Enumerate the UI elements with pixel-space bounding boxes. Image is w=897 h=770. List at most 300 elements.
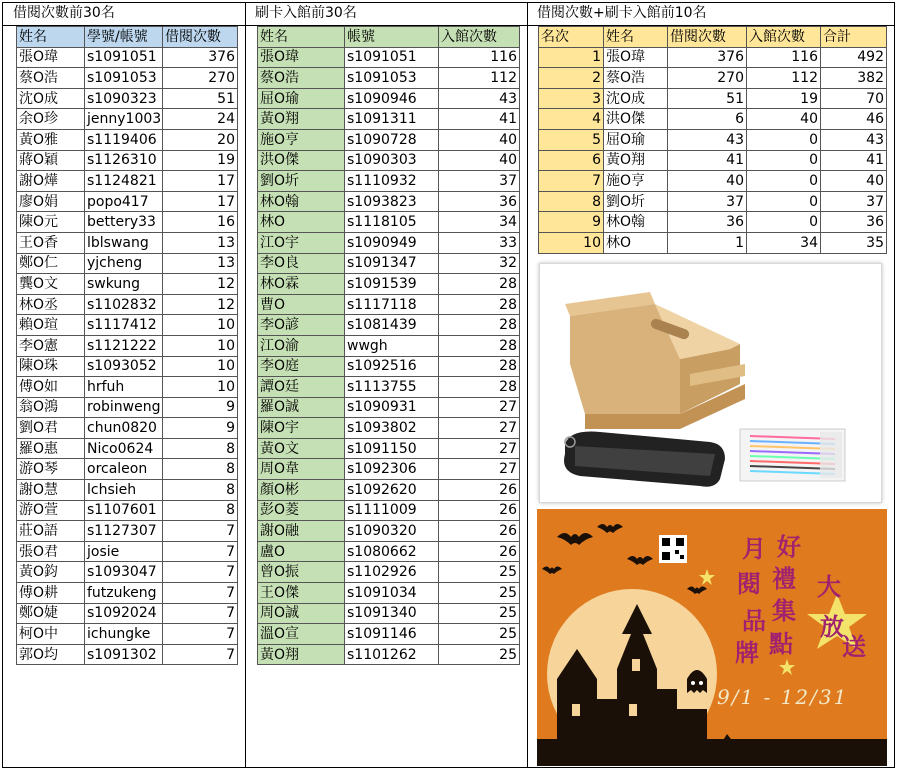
borrow-cell: yjcheng bbox=[85, 253, 163, 274]
combined-cell: 張O瑋 bbox=[604, 47, 668, 68]
entry-table-row bbox=[258, 562, 520, 583]
entry-table-row bbox=[258, 68, 520, 89]
entry-cell: 28 bbox=[439, 356, 520, 377]
poster-char: 點 bbox=[769, 629, 793, 658]
combined-cell: 376 bbox=[668, 47, 747, 68]
event-poster bbox=[537, 509, 887, 766]
entry-cell: 周O誠 bbox=[258, 603, 345, 624]
entry-cell: 羅O誠 bbox=[258, 397, 345, 418]
entry-ranking-table bbox=[257, 26, 520, 665]
borrow-cell: 劉O君 bbox=[17, 418, 85, 439]
borrow-cell: 13 bbox=[163, 232, 238, 253]
entry-cell: 28 bbox=[439, 315, 520, 336]
borrow-column-header: 學號/帳號 bbox=[85, 27, 163, 48]
combined-cell: 0 bbox=[747, 171, 821, 192]
borrow-cell: 7 bbox=[163, 541, 238, 562]
combined-cell: 蔡O浩 bbox=[604, 68, 668, 89]
combined-table-row bbox=[539, 47, 887, 68]
borrow-table-row bbox=[17, 109, 238, 130]
entry-cell: 林O霖 bbox=[258, 274, 345, 295]
poster-char: 大 bbox=[817, 572, 841, 601]
borrow-cell: 沈O成 bbox=[17, 88, 85, 109]
combined-cell: 7 bbox=[539, 171, 604, 192]
entry-cell: 26 bbox=[439, 541, 520, 562]
borrow-cell: 游O萱 bbox=[17, 500, 85, 521]
borrow-cell: 謝O慧 bbox=[17, 480, 85, 501]
borrow-cell: 270 bbox=[163, 68, 238, 89]
entry-header-row bbox=[258, 27, 520, 48]
borrow-cell: Nico0624 bbox=[85, 438, 163, 459]
combined-cell: 林O bbox=[604, 232, 668, 253]
borrow-cell: 7 bbox=[163, 603, 238, 624]
borrow-cell: 賴O瑄 bbox=[17, 315, 85, 336]
entry-table-row bbox=[258, 47, 520, 68]
borrow-table-row bbox=[17, 644, 238, 665]
combined-column-header: 合計 bbox=[821, 27, 887, 48]
entry-column-header: 帳號 bbox=[345, 27, 439, 48]
poster-date: 9/1 - 12/31 bbox=[717, 685, 849, 709]
entry-cell: s1101262 bbox=[345, 644, 439, 665]
borrow-table-row bbox=[17, 438, 238, 459]
entry-cell: s1090931 bbox=[345, 397, 439, 418]
entry-cell: s1091539 bbox=[345, 274, 439, 295]
entry-cell: 26 bbox=[439, 521, 520, 542]
borrow-table-row bbox=[17, 583, 238, 604]
prize-photo bbox=[539, 263, 882, 503]
entry-cell: 37 bbox=[439, 171, 520, 192]
borrow-cell: 廖O娟 bbox=[17, 191, 85, 212]
combined-cell: 黃O翔 bbox=[604, 150, 668, 171]
combined-cell: 34 bbox=[747, 232, 821, 253]
entry-cell: s1080662 bbox=[345, 541, 439, 562]
wooden-organizer-icon bbox=[565, 292, 745, 429]
entry-cell: 25 bbox=[439, 583, 520, 604]
borrow-cell: s1121222 bbox=[85, 335, 163, 356]
borrow-cell: 7 bbox=[163, 644, 238, 665]
entry-cell: wwgh bbox=[345, 335, 439, 356]
borrow-cell: 7 bbox=[163, 624, 238, 645]
borrow-table-row bbox=[17, 274, 238, 295]
borrow-cell: s1119406 bbox=[85, 129, 163, 150]
entry-cell: s1118105 bbox=[345, 212, 439, 233]
borrow-cell: s1091302 bbox=[85, 644, 163, 665]
borrow-cell: 10 bbox=[163, 315, 238, 336]
combined-table-row bbox=[539, 88, 887, 109]
combined-table-row bbox=[539, 109, 887, 130]
entry-cell: 劉O圻 bbox=[258, 171, 345, 192]
poster-char: 放 bbox=[820, 612, 844, 641]
entry-cell: 26 bbox=[439, 480, 520, 501]
borrow-cell: 9 bbox=[163, 418, 238, 439]
entry-table-row bbox=[258, 521, 520, 542]
borrow-cell: 17 bbox=[163, 191, 238, 212]
entry-cell: 林O bbox=[258, 212, 345, 233]
entry-cell: 28 bbox=[439, 335, 520, 356]
entry-table-row bbox=[258, 109, 520, 130]
borrow-cell: orcaleon bbox=[85, 459, 163, 480]
borrow-cell: 20 bbox=[163, 129, 238, 150]
entry-cell: 33 bbox=[439, 232, 520, 253]
borrow-table-row bbox=[17, 562, 238, 583]
borrow-cell: 16 bbox=[163, 212, 238, 233]
combined-cell: 37 bbox=[668, 191, 747, 212]
combined-cell: 4 bbox=[539, 109, 604, 130]
entry-cell: s1091053 bbox=[345, 68, 439, 89]
combined-table-row bbox=[539, 68, 887, 89]
entry-cell: s1090303 bbox=[345, 150, 439, 171]
entry-table-row bbox=[258, 459, 520, 480]
borrow-cell: 8 bbox=[163, 459, 238, 480]
borrow-cell: 莊O語 bbox=[17, 521, 85, 542]
entry-cell: s1102926 bbox=[345, 562, 439, 583]
mesh-pencil-case-icon bbox=[564, 432, 725, 487]
entry-cell: 27 bbox=[439, 438, 520, 459]
combined-cell: 10 bbox=[539, 232, 604, 253]
borrow-cell: s1092024 bbox=[85, 603, 163, 624]
borrow-cell: 余O珍 bbox=[17, 109, 85, 130]
entry-cell: 28 bbox=[439, 274, 520, 295]
borrow-cell: 黃O鈞 bbox=[17, 562, 85, 583]
combined-column-header: 借閱次數 bbox=[668, 27, 747, 48]
column-divider bbox=[527, 2, 528, 767]
entry-cell: s1091340 bbox=[345, 603, 439, 624]
combined-cell: 劉O圻 bbox=[604, 191, 668, 212]
borrow-cell: lblswang bbox=[85, 232, 163, 253]
combined-cell: 0 bbox=[747, 212, 821, 233]
gel-pen-set-icon bbox=[740, 429, 845, 481]
entry-cell: s1090949 bbox=[345, 232, 439, 253]
borrow-cell: s1093052 bbox=[85, 356, 163, 377]
entry-cell: 25 bbox=[439, 603, 520, 624]
borrow-cell: ichungke bbox=[85, 624, 163, 645]
borrow-cell: 24 bbox=[163, 109, 238, 130]
borrow-table-row bbox=[17, 335, 238, 356]
borrow-cell: hrfuh bbox=[85, 377, 163, 398]
borrow-cell: s1091051 bbox=[85, 47, 163, 68]
borrow-column-header: 姓名 bbox=[17, 27, 85, 48]
combined-section-title: 借閱次數+刷卡入館前10名 bbox=[537, 5, 707, 21]
entry-cell: 27 bbox=[439, 459, 520, 480]
borrow-cell: 王O香 bbox=[17, 232, 85, 253]
borrow-table-row bbox=[17, 541, 238, 562]
combined-cell: 林O翰 bbox=[604, 212, 668, 233]
combined-cell: 0 bbox=[747, 150, 821, 171]
combined-cell: 41 bbox=[668, 150, 747, 171]
combined-cell: 6 bbox=[539, 150, 604, 171]
entry-cell: s1091034 bbox=[345, 583, 439, 604]
entry-cell: s1093802 bbox=[345, 418, 439, 439]
borrow-cell: s1117412 bbox=[85, 315, 163, 336]
combined-column-header: 入館次數 bbox=[747, 27, 821, 48]
combined-cell: 40 bbox=[821, 171, 887, 192]
combined-cell: 36 bbox=[668, 212, 747, 233]
combined-ranking-table bbox=[538, 26, 887, 254]
entry-cell: s1093823 bbox=[345, 191, 439, 212]
borrow-table-row bbox=[17, 459, 238, 480]
borrow-table-row bbox=[17, 624, 238, 645]
entry-table-row bbox=[258, 644, 520, 665]
combined-cell: 0 bbox=[747, 129, 821, 150]
borrow-table-row bbox=[17, 129, 238, 150]
poster-char: 禮 bbox=[772, 564, 796, 593]
borrow-cell: 7 bbox=[163, 521, 238, 542]
borrow-table-row bbox=[17, 397, 238, 418]
borrow-table-row bbox=[17, 150, 238, 171]
borrow-cell: 10 bbox=[163, 335, 238, 356]
entry-cell: 陳O宇 bbox=[258, 418, 345, 439]
borrow-cell: 10 bbox=[163, 356, 238, 377]
entry-table-row bbox=[258, 315, 520, 336]
entry-table-row bbox=[258, 150, 520, 171]
entry-table-row bbox=[258, 624, 520, 645]
combined-cell: 沈O成 bbox=[604, 88, 668, 109]
entry-cell: 周O韋 bbox=[258, 459, 345, 480]
combined-cell: 19 bbox=[747, 88, 821, 109]
borrow-cell: 19 bbox=[163, 150, 238, 171]
entry-cell: s1081439 bbox=[345, 315, 439, 336]
borrow-cell: 12 bbox=[163, 294, 238, 315]
combined-table-row bbox=[539, 191, 887, 212]
borrow-table-row bbox=[17, 253, 238, 274]
entry-cell: 林O翰 bbox=[258, 191, 345, 212]
entry-cell: 25 bbox=[439, 644, 520, 665]
borrow-cell: s1126310 bbox=[85, 150, 163, 171]
entry-cell: 112 bbox=[439, 68, 520, 89]
entry-cell: 32 bbox=[439, 253, 520, 274]
combined-table-row bbox=[539, 129, 887, 150]
entry-cell: 黃O文 bbox=[258, 438, 345, 459]
combined-column-header: 姓名 bbox=[604, 27, 668, 48]
entry-cell: 43 bbox=[439, 88, 520, 109]
borrow-cell: 鄭O婕 bbox=[17, 603, 85, 624]
entry-table-row bbox=[258, 438, 520, 459]
entry-cell: s1091146 bbox=[345, 624, 439, 645]
combined-cell: 1 bbox=[539, 47, 604, 68]
combined-cell: 施O亨 bbox=[604, 171, 668, 192]
borrow-cell: bettery33 bbox=[85, 212, 163, 233]
borrow-cell: 李O憲 bbox=[17, 335, 85, 356]
borrow-table-row bbox=[17, 88, 238, 109]
combined-cell: 洪O傑 bbox=[604, 109, 668, 130]
entry-cell: 盧O bbox=[258, 541, 345, 562]
borrow-cell: 7 bbox=[163, 583, 238, 604]
poster-char: 品 bbox=[742, 606, 766, 635]
entry-cell: 27 bbox=[439, 418, 520, 439]
combined-cell: 3 bbox=[539, 88, 604, 109]
borrow-cell: 郭O均 bbox=[17, 644, 85, 665]
borrow-cell: s1124821 bbox=[85, 171, 163, 192]
borrow-cell: 10 bbox=[163, 377, 238, 398]
entry-table-row bbox=[258, 377, 520, 398]
borrow-cell: 鄭O仁 bbox=[17, 253, 85, 274]
borrow-cell: s1102832 bbox=[85, 294, 163, 315]
borrow-cell: 9 bbox=[163, 397, 238, 418]
borrow-table-row bbox=[17, 315, 238, 336]
combined-table-row bbox=[539, 171, 887, 192]
entry-cell: 李O良 bbox=[258, 253, 345, 274]
entry-cell: s1111009 bbox=[345, 500, 439, 521]
entry-table-row bbox=[258, 232, 520, 253]
entry-cell: 江O宇 bbox=[258, 232, 345, 253]
combined-cell: 40 bbox=[668, 171, 747, 192]
entry-column-header: 姓名 bbox=[258, 27, 345, 48]
combined-cell: 0 bbox=[747, 191, 821, 212]
borrow-cell: lchsieh bbox=[85, 480, 163, 501]
borrow-cell: 黃O雅 bbox=[17, 129, 85, 150]
entry-cell: 黃O翔 bbox=[258, 109, 345, 130]
borrow-cell: 龔O文 bbox=[17, 274, 85, 295]
entry-cell: 謝O融 bbox=[258, 521, 345, 542]
entry-table-row bbox=[258, 191, 520, 212]
borrow-cell: 8 bbox=[163, 500, 238, 521]
entry-cell: 28 bbox=[439, 294, 520, 315]
combined-cell: 112 bbox=[747, 68, 821, 89]
entry-section-title: 刷卡入館前30名 bbox=[255, 5, 357, 21]
entry-cell: 黃O翔 bbox=[258, 644, 345, 665]
borrow-cell: 柯O中 bbox=[17, 624, 85, 645]
borrow-cell: 林O丞 bbox=[17, 294, 85, 315]
borrow-table-row bbox=[17, 171, 238, 192]
borrow-cell: s1107601 bbox=[85, 500, 163, 521]
entry-table-row bbox=[258, 171, 520, 192]
borrow-cell: 游O琴 bbox=[17, 459, 85, 480]
borrow-cell: 傅O如 bbox=[17, 377, 85, 398]
entry-cell: s1092306 bbox=[345, 459, 439, 480]
borrow-section-title: 借閱次數前30名 bbox=[13, 5, 115, 21]
borrow-cell: s1093047 bbox=[85, 562, 163, 583]
entry-cell: 顏O彬 bbox=[258, 480, 345, 501]
borrow-table-row bbox=[17, 418, 238, 439]
entry-table-row bbox=[258, 335, 520, 356]
borrow-table-row bbox=[17, 191, 238, 212]
entry-table-row bbox=[258, 583, 520, 604]
entry-table-row bbox=[258, 212, 520, 233]
entry-cell: 施O亨 bbox=[258, 129, 345, 150]
combined-table-row bbox=[539, 232, 887, 253]
borrow-cell: 陳O元 bbox=[17, 212, 85, 233]
combined-cell: 8 bbox=[539, 191, 604, 212]
borrow-cell: 張O瑋 bbox=[17, 47, 85, 68]
entry-table-row bbox=[258, 294, 520, 315]
combined-cell: 1 bbox=[668, 232, 747, 253]
borrow-cell: josie bbox=[85, 541, 163, 562]
qr-code-icon bbox=[659, 535, 687, 563]
borrow-table-row bbox=[17, 356, 238, 377]
combined-cell: 116 bbox=[747, 47, 821, 68]
combined-header-row bbox=[539, 27, 887, 48]
entry-table-row bbox=[258, 418, 520, 439]
combined-cell: 43 bbox=[821, 129, 887, 150]
entry-table-row bbox=[258, 88, 520, 109]
entry-cell: 25 bbox=[439, 624, 520, 645]
entry-cell: s1092620 bbox=[345, 480, 439, 501]
entry-cell: s1091150 bbox=[345, 438, 439, 459]
poster-char: 閱 bbox=[737, 569, 761, 598]
entry-cell: 蔡O浩 bbox=[258, 68, 345, 89]
borrow-cell: 張O君 bbox=[17, 541, 85, 562]
borrow-cell: jenny1003 bbox=[85, 109, 163, 130]
borrow-table-row bbox=[17, 377, 238, 398]
borrow-cell: s1091053 bbox=[85, 68, 163, 89]
borrow-cell: 7 bbox=[163, 562, 238, 583]
combined-cell: 屈O瑜 bbox=[604, 129, 668, 150]
entry-cell: 34 bbox=[439, 212, 520, 233]
borrow-table-row bbox=[17, 47, 238, 68]
borrow-cell: 羅O惠 bbox=[17, 438, 85, 459]
borrow-cell: 8 bbox=[163, 438, 238, 459]
entry-cell: s1117118 bbox=[345, 294, 439, 315]
entry-table-row bbox=[258, 480, 520, 501]
entry-cell: s1090320 bbox=[345, 521, 439, 542]
borrow-cell: 51 bbox=[163, 88, 238, 109]
entry-cell: 曾O振 bbox=[258, 562, 345, 583]
entry-cell: 江O渝 bbox=[258, 335, 345, 356]
borrow-table-row bbox=[17, 480, 238, 501]
combined-table-row bbox=[539, 212, 887, 233]
combined-cell: 36 bbox=[821, 212, 887, 233]
entry-cell: 41 bbox=[439, 109, 520, 130]
poster-char: 好 bbox=[777, 532, 801, 561]
borrow-cell: 12 bbox=[163, 274, 238, 295]
combined-cell: 43 bbox=[668, 129, 747, 150]
entry-table-row bbox=[258, 356, 520, 377]
prize-illustration bbox=[540, 264, 881, 502]
entry-cell: s1090728 bbox=[345, 129, 439, 150]
borrow-table-row bbox=[17, 212, 238, 233]
borrow-cell: robinweng bbox=[85, 397, 163, 418]
entry-cell: 洪O傑 bbox=[258, 150, 345, 171]
entry-table-row bbox=[258, 500, 520, 521]
entry-cell: s1092516 bbox=[345, 356, 439, 377]
borrow-cell: 蔣O穎 bbox=[17, 150, 85, 171]
entry-cell: s1091311 bbox=[345, 109, 439, 130]
entry-cell: 譚O廷 bbox=[258, 377, 345, 398]
entry-table-row bbox=[258, 603, 520, 624]
borrow-cell: popo417 bbox=[85, 191, 163, 212]
borrow-cell: swkung bbox=[85, 274, 163, 295]
combined-cell: 51 bbox=[668, 88, 747, 109]
borrow-cell: futzukeng bbox=[85, 583, 163, 604]
borrow-ranking-table bbox=[16, 26, 238, 665]
borrow-cell: 蔡O浩 bbox=[17, 68, 85, 89]
combined-column-header: 名次 bbox=[539, 27, 604, 48]
entry-cell: 王O傑 bbox=[258, 583, 345, 604]
borrow-table-row bbox=[17, 68, 238, 89]
borrow-table-row bbox=[17, 521, 238, 542]
combined-table-row bbox=[539, 150, 887, 171]
entry-cell: s1091051 bbox=[345, 47, 439, 68]
entry-cell: s1113755 bbox=[345, 377, 439, 398]
borrow-cell: chun0820 bbox=[85, 418, 163, 439]
entry-table-row bbox=[258, 274, 520, 295]
combined-cell: 35 bbox=[821, 232, 887, 253]
entry-cell: 溫O宣 bbox=[258, 624, 345, 645]
borrow-cell: s1090323 bbox=[85, 88, 163, 109]
combined-cell: 37 bbox=[821, 191, 887, 212]
entry-table-row bbox=[258, 253, 520, 274]
poster-char: 月 bbox=[742, 534, 766, 563]
entry-cell: 27 bbox=[439, 397, 520, 418]
entry-cell: 26 bbox=[439, 500, 520, 521]
borrow-cell: s1127307 bbox=[85, 521, 163, 542]
entry-cell: 屈O瑜 bbox=[258, 88, 345, 109]
poster-char: 牌 bbox=[735, 638, 759, 667]
entry-cell: 李O諺 bbox=[258, 315, 345, 336]
combined-cell: 46 bbox=[821, 109, 887, 130]
combined-cell: 40 bbox=[747, 109, 821, 130]
entry-table-row bbox=[258, 129, 520, 150]
combined-cell: 6 bbox=[668, 109, 747, 130]
